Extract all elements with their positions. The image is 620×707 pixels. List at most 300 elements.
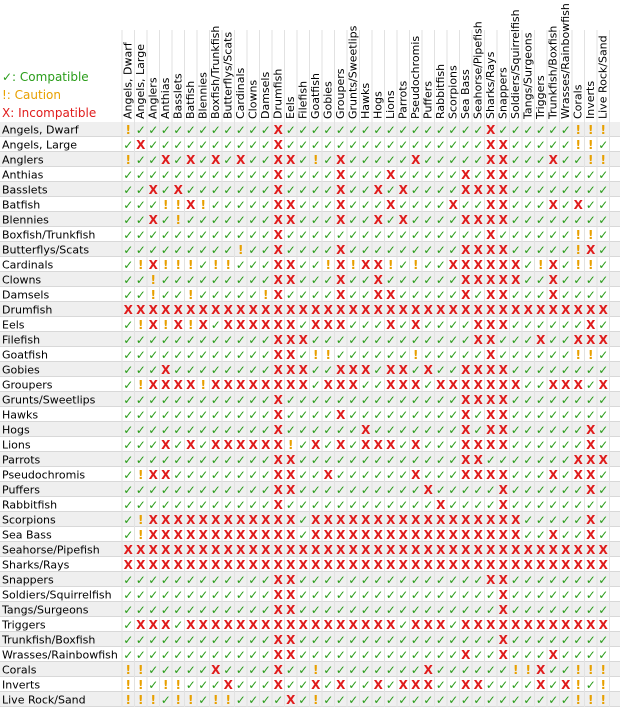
cell-mark: ✓ (173, 633, 184, 647)
cell-mark: ✓ (385, 633, 396, 647)
cell-mark: ✓ (423, 213, 434, 227)
row-label: Tangs/Surgeons (2, 603, 89, 617)
cell-mark: ! (188, 318, 194, 332)
cell-mark: ! (575, 663, 581, 677)
cell-mark: ✓ (435, 228, 446, 242)
cell-mark: X (261, 528, 271, 542)
cell-mark: ✓ (498, 678, 509, 692)
cell-mark: X (573, 558, 583, 572)
cell-mark: ✓ (348, 183, 359, 197)
column-label: Cardinals (234, 67, 247, 119)
cell-mark: X (398, 558, 408, 572)
cell-mark: ✓ (535, 183, 546, 197)
cell-mark: ✓ (598, 483, 609, 497)
cell-mark: ! (188, 288, 194, 302)
cell-mark: ✓ (398, 663, 409, 677)
cell-mark: X (498, 543, 508, 557)
cell-mark: ✓ (173, 138, 184, 152)
cell-mark: ✓ (160, 408, 171, 422)
cell-mark: X (461, 288, 471, 302)
cell-mark: ✓ (210, 648, 221, 662)
cell-mark: X (336, 183, 346, 197)
cell-mark: ✓ (585, 633, 596, 647)
cell-mark: X (273, 318, 283, 332)
cell-mark: X (273, 588, 283, 602)
cell-mark: X (223, 543, 233, 557)
cell-mark: X (486, 378, 496, 392)
cell-mark: ✓ (535, 378, 546, 392)
cell-mark: ✓ (185, 483, 196, 497)
cell-mark: X (398, 213, 408, 227)
cell-mark: ✓ (248, 123, 259, 137)
cell-mark: X (336, 363, 346, 377)
cell-mark: X (223, 678, 233, 692)
cell-mark: ✓ (435, 483, 446, 497)
cell-mark: ✓ (148, 423, 159, 437)
cell-mark: X (336, 408, 346, 422)
cell-mark: ✓ (348, 603, 359, 617)
cell-mark: ✓ (485, 603, 496, 617)
cell-mark: ✓ (335, 138, 346, 152)
cell-mark: ✓ (523, 483, 534, 497)
cell-mark: X (273, 483, 283, 497)
cell-mark: ✓ (473, 198, 484, 212)
cell-mark: ✓ (410, 693, 421, 707)
legend-incompatible: X: Incompatible (2, 106, 97, 120)
cell-mark: ✓ (373, 663, 384, 677)
cell-mark: ✓ (198, 168, 209, 182)
column-label: Triggers (534, 75, 547, 119)
cell-mark: X (548, 378, 558, 392)
cell-mark: X (148, 183, 158, 197)
cell-mark: X (498, 558, 508, 572)
cell-mark: ✓ (323, 498, 334, 512)
cell-mark: ✓ (398, 288, 409, 302)
cell-mark: ✓ (435, 588, 446, 602)
cell-mark: X (336, 303, 346, 317)
cell-mark: ✓ (248, 333, 259, 347)
cell-mark: ✓ (485, 648, 496, 662)
cell-mark: ✓ (248, 468, 259, 482)
cell-mark: ✓ (323, 198, 334, 212)
cell-mark: X (298, 378, 308, 392)
cell-mark: ✓ (335, 498, 346, 512)
cell-mark: ✓ (510, 498, 521, 512)
cell-mark: ✓ (535, 603, 546, 617)
cell-mark: X (598, 378, 608, 392)
cell-mark: X (486, 138, 496, 152)
cell-mark: ✓ (398, 243, 409, 257)
column-label: Butterflys/Scats (221, 31, 235, 119)
cell-mark: X (411, 618, 421, 632)
row-label: Hawks (2, 408, 39, 422)
cell-mark: ✓ (548, 588, 559, 602)
cell-mark: ✓ (473, 483, 484, 497)
cell-mark: X (236, 558, 246, 572)
cell-mark: ✓ (560, 573, 571, 587)
cell-mark: X (273, 363, 283, 377)
cell-mark: X (311, 318, 321, 332)
cell-mark: ✓ (360, 228, 371, 242)
cell-mark: X (561, 558, 571, 572)
cell-mark: X (586, 438, 596, 452)
cell-mark: X (461, 408, 471, 422)
cell-mark: X (598, 618, 608, 632)
cell-mark: X (498, 168, 508, 182)
cell-mark: X (198, 303, 208, 317)
column-label: Rabbitfish (434, 63, 447, 119)
column-label: Gobies (321, 81, 335, 119)
cell-mark: X (173, 378, 183, 392)
cell-mark: ✓ (323, 633, 334, 647)
cell-mark: ✓ (323, 243, 334, 257)
cell-mark: X (486, 333, 496, 347)
cell-mark: X (336, 543, 346, 557)
cell-mark: ✓ (210, 228, 221, 242)
cell-mark: ✓ (448, 273, 459, 287)
cell-mark: ✓ (198, 153, 209, 167)
cell-mark: ✓ (298, 288, 309, 302)
cell-mark: ✓ (460, 318, 471, 332)
cell-mark: ✓ (510, 468, 521, 482)
cell-mark: X (473, 213, 483, 227)
cell-mark: X (498, 423, 508, 437)
cell-mark: ✓ (348, 198, 359, 212)
cell-mark: ✓ (423, 333, 434, 347)
cell-mark: ✓ (310, 288, 321, 302)
cell-mark: ✓ (548, 498, 559, 512)
cell-mark: X (361, 423, 371, 437)
cell-mark: ✓ (560, 513, 571, 527)
cell-mark: X (211, 528, 221, 542)
cell-mark: X (323, 513, 333, 527)
cell-mark: ✓ (373, 573, 384, 587)
cell-mark: X (573, 618, 583, 632)
cell-mark: ✓ (573, 168, 584, 182)
cell-mark: ✓ (598, 228, 609, 242)
cell-mark: ✓ (148, 168, 159, 182)
cell-mark: ✓ (585, 573, 596, 587)
cell-mark: X (448, 558, 458, 572)
cell-mark: ✓ (548, 513, 559, 527)
cell-mark: ✓ (523, 123, 534, 137)
cell-mark: ✓ (135, 498, 146, 512)
cell-mark: ✓ (123, 423, 134, 437)
cell-mark: ✓ (523, 453, 534, 467)
cell-mark: ✓ (410, 243, 421, 257)
cell-mark: X (423, 513, 433, 527)
cell-mark: X (173, 513, 183, 527)
cell-mark: X (273, 633, 283, 647)
cell-mark: ✓ (373, 168, 384, 182)
cell-mark: ✓ (598, 408, 609, 422)
cell-mark: ✓ (148, 573, 159, 587)
cell-mark: ✓ (285, 678, 296, 692)
cell-mark: ✓ (298, 183, 309, 197)
cell-mark: X (411, 468, 421, 482)
cell-mark: X (548, 558, 558, 572)
cell-mark: ✓ (148, 393, 159, 407)
cell-mark: X (148, 468, 158, 482)
cell-mark: ✓ (573, 273, 584, 287)
cell-mark: ✓ (185, 393, 196, 407)
cell-mark: X (198, 528, 208, 542)
cell-mark: ✓ (548, 333, 559, 347)
cell-mark: ✓ (248, 663, 259, 677)
cell-mark: ! (125, 123, 131, 137)
cell-mark: ✓ (223, 198, 234, 212)
cell-mark: ✓ (535, 318, 546, 332)
cell-mark: X (273, 213, 283, 227)
cell-mark: ✓ (235, 663, 246, 677)
cell-mark: ✓ (160, 483, 171, 497)
cell-mark: X (486, 573, 496, 587)
cell-mark: ✓ (523, 408, 534, 422)
cell-mark: X (523, 543, 533, 557)
cell-mark: ✓ (523, 573, 534, 587)
cell-mark: X (448, 543, 458, 557)
cell-mark: ✓ (548, 213, 559, 227)
cell-mark: X (498, 303, 508, 317)
cell-mark: ✓ (235, 258, 246, 272)
cell-mark: ✓ (148, 633, 159, 647)
cell-mark: ✓ (285, 393, 296, 407)
cell-mark: ✓ (310, 603, 321, 617)
cell-mark: ✓ (535, 168, 546, 182)
cell-mark: ✓ (485, 693, 496, 707)
cell-mark: ✓ (585, 408, 596, 422)
column-label: Wrasses/Rainbowfish (559, 3, 572, 119)
cell-mark: ✓ (535, 468, 546, 482)
cell-mark: ✓ (573, 498, 584, 512)
cell-mark: X (223, 558, 233, 572)
cell-mark: ✓ (210, 213, 221, 227)
cell-mark: ! (138, 528, 144, 542)
cell-mark: ✓ (535, 198, 546, 212)
cell-mark: ✓ (148, 483, 159, 497)
cell-mark: ✓ (373, 333, 384, 347)
cell-mark: ✓ (360, 393, 371, 407)
cell-mark: ✓ (548, 693, 559, 707)
cell-mark: X (186, 618, 196, 632)
cell-mark: ✓ (585, 588, 596, 602)
cell-mark: ! (313, 693, 319, 707)
cell-mark: ✓ (535, 483, 546, 497)
cell-mark: ✓ (410, 363, 421, 377)
cell-mark: ✓ (235, 363, 246, 377)
cell-mark: X (386, 438, 396, 452)
cell-mark: ! (600, 153, 606, 167)
cell-mark: ✓ (135, 573, 146, 587)
cell-mark: ✓ (173, 228, 184, 242)
cell-mark: ✓ (348, 633, 359, 647)
cell-mark: ✓ (123, 198, 134, 212)
cell-mark: ✓ (360, 183, 371, 197)
cell-mark: X (398, 378, 408, 392)
cell-mark: X (248, 318, 258, 332)
cell-mark: ✓ (360, 123, 371, 137)
cell-mark: ✓ (160, 228, 171, 242)
cell-mark: ✓ (385, 483, 396, 497)
cell-mark: ✓ (173, 423, 184, 437)
cell-mark: ! (125, 678, 131, 692)
cell-mark: ✓ (523, 588, 534, 602)
cell-mark: ✓ (435, 453, 446, 467)
cell-mark: ✓ (135, 333, 146, 347)
cell-mark: ✓ (385, 423, 396, 437)
cell-mark: X (498, 213, 508, 227)
cell-mark: ✓ (510, 333, 521, 347)
cell-mark: ✓ (223, 468, 234, 482)
cell-mark: ! (188, 258, 194, 272)
cell-mark: ✓ (473, 603, 484, 617)
cell-mark: X (386, 363, 396, 377)
cell-mark: ✓ (373, 198, 384, 212)
cell-mark: X (211, 153, 221, 167)
cell-mark: X (348, 543, 358, 557)
cell-mark: ✓ (123, 498, 134, 512)
cell-mark: ✓ (198, 678, 209, 692)
cell-mark: ✓ (523, 228, 534, 242)
cell-mark: ! (163, 678, 169, 692)
cell-mark: ✓ (410, 393, 421, 407)
cell-mark: ! (138, 678, 144, 692)
cell-mark: ✓ (560, 588, 571, 602)
cell-mark: X (561, 618, 571, 632)
cell-mark: ✓ (435, 423, 446, 437)
cell-mark: ✓ (373, 138, 384, 152)
row-label: Corals (2, 663, 37, 677)
cell-mark: ✓ (310, 483, 321, 497)
cell-mark: X (236, 153, 246, 167)
cell-mark: ✓ (573, 183, 584, 197)
cell-mark: X (461, 243, 471, 257)
cell-mark: ! (138, 468, 144, 482)
cell-mark: ✓ (348, 423, 359, 437)
cell-mark: ✓ (598, 423, 609, 437)
cell-mark: ✓ (510, 603, 521, 617)
cell-mark: ✓ (498, 123, 509, 137)
row-label: Triggers (2, 618, 46, 632)
cell-mark: ✓ (448, 588, 459, 602)
cell-mark: ✓ (223, 573, 234, 587)
cell-mark: ✓ (310, 633, 321, 647)
cell-mark: ✓ (123, 348, 134, 362)
cell-mark: ✓ (360, 453, 371, 467)
cell-mark: ✓ (310, 258, 321, 272)
cell-mark: X (436, 543, 446, 557)
cell-mark: ✓ (598, 633, 609, 647)
cell-mark: X (211, 543, 221, 557)
cell-mark: X (548, 288, 558, 302)
cell-mark: ✓ (360, 168, 371, 182)
cell-mark: X (236, 543, 246, 557)
cell-mark: X (223, 378, 233, 392)
cell-mark: ✓ (423, 423, 434, 437)
cell-mark: ! (125, 663, 131, 677)
cell-mark: ✓ (535, 123, 546, 137)
cell-mark: ! (163, 318, 169, 332)
cell-mark: ✓ (548, 393, 559, 407)
cell-mark: X (261, 378, 271, 392)
cell-mark: ✓ (323, 363, 334, 377)
cell-mark: X (386, 558, 396, 572)
cell-mark: ✓ (523, 273, 534, 287)
cell-mark: ✓ (123, 588, 134, 602)
cell-mark: ✓ (135, 288, 146, 302)
cell-mark: ✓ (560, 183, 571, 197)
row-label: Trunkfish/Boxfish (2, 633, 96, 647)
cell-mark: ✓ (460, 573, 471, 587)
cell-mark: ! (138, 663, 144, 677)
cell-mark: ✓ (235, 588, 246, 602)
cell-mark: ✓ (448, 633, 459, 647)
cell-mark: ✓ (323, 273, 334, 287)
cell-mark: X (236, 318, 246, 332)
cell-mark: X (586, 558, 596, 572)
cell-mark: ✓ (560, 348, 571, 362)
column-label: Filefish (296, 80, 310, 119)
cell-mark: ✓ (398, 228, 409, 242)
cell-mark: ✓ (560, 693, 571, 707)
cell-mark: ✓ (548, 453, 559, 467)
cell-mark: ✓ (323, 648, 334, 662)
cell-mark: X (511, 378, 521, 392)
cell-mark: ! (213, 693, 219, 707)
cell-mark: X (261, 558, 271, 572)
cell-mark: X (386, 543, 396, 557)
cell-mark: ✓ (185, 363, 196, 377)
cell-mark: ✓ (148, 363, 159, 377)
cell-mark: X (373, 213, 383, 227)
cell-mark: X (336, 678, 346, 692)
column-label: Anthias (159, 77, 172, 119)
cell-mark: ✓ (135, 123, 146, 137)
cell-mark: ✓ (335, 423, 346, 437)
cell-mark: ✓ (223, 348, 234, 362)
cell-mark: ! (388, 258, 394, 272)
cell-mark: ✓ (435, 183, 446, 197)
cell-mark: ✓ (523, 678, 534, 692)
cell-mark: X (486, 243, 496, 257)
cell-mark: X (573, 378, 583, 392)
cell-mark: ✓ (223, 288, 234, 302)
cell-mark: ✓ (398, 318, 409, 332)
cell-mark: ✓ (598, 603, 609, 617)
cell-mark: ✓ (535, 408, 546, 422)
cell-mark: ✓ (473, 423, 484, 437)
cell-mark: ✓ (560, 363, 571, 377)
cell-mark: X (148, 528, 158, 542)
cell-mark: X (211, 438, 221, 452)
cell-mark: ✓ (323, 288, 334, 302)
cell-mark: X (473, 453, 483, 467)
cell-mark: X (598, 453, 608, 467)
cell-mark: ✓ (135, 438, 146, 452)
cell-mark: ✓ (423, 228, 434, 242)
cell-mark: ✓ (248, 363, 259, 377)
cell-mark: ✓ (523, 348, 534, 362)
cell-mark: X (411, 318, 421, 332)
cell-mark: X (123, 558, 133, 572)
cell-mark: ✓ (135, 408, 146, 422)
cell-mark: ✓ (348, 693, 359, 707)
cell-mark: ✓ (473, 123, 484, 137)
cell-mark: X (423, 558, 433, 572)
cell-mark: ✓ (185, 423, 196, 437)
cell-mark: ✓ (148, 663, 159, 677)
cell-mark: X (373, 303, 383, 317)
